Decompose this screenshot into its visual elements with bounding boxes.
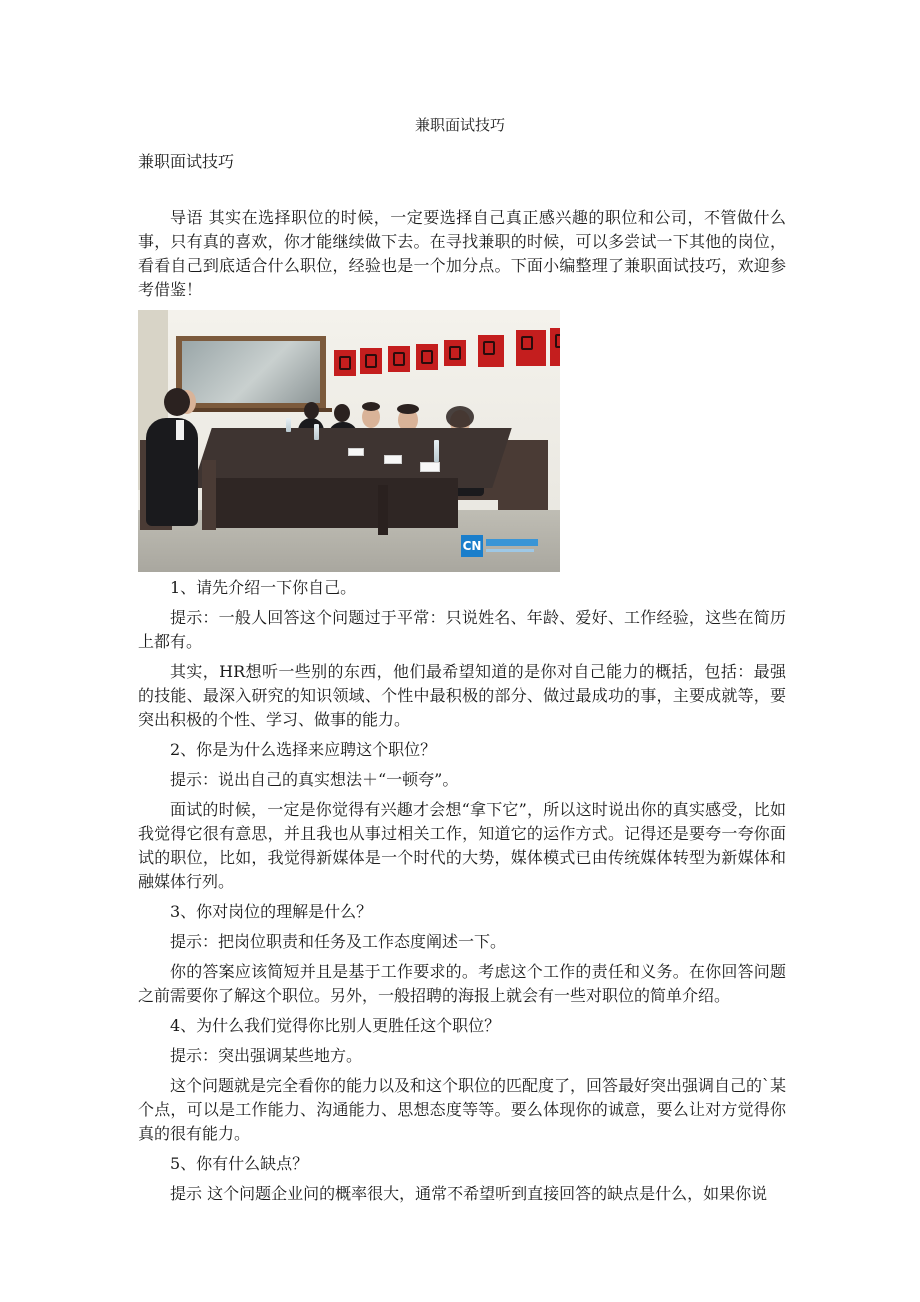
document-body — [138, 150, 786, 1206]
question-5-hint: 提示 这个问题企业问的概率很大，通常不希望听到直接回答的缺点是什么，如果你说 — [170, 1184, 768, 1203]
document-title: 兼职面试技巧 — [138, 152, 235, 171]
question-1: 1、请先介绍一下你自己。 — [170, 578, 357, 597]
document-header-title: 兼职面试技巧 — [414, 116, 505, 134]
question-4-hint: 提示：突出强调某些地方。 — [170, 1046, 363, 1065]
question-2-hint: 提示：说出自己的真实想法＋“一顿夸”。 — [170, 770, 459, 789]
question-3-body: 你的答案应该简短并且是基于工作要求的。考虑这个工作的责任和义务。在你回答问题之前需要你了解这个职位。另外，一般招聘的海报上就会有一些对职位的简单介绍。 — [138, 962, 786, 1005]
watermark-logo: CN — [461, 535, 541, 557]
question-5: 5、你有什么缺点？ — [170, 1154, 309, 1173]
question-1-hint: 提示：一般人回答这个问题过于平常：只说姓名、年龄、爱好、工作经验，这些在简历上都有。 — [138, 608, 786, 651]
question-4: 4、为什么我们觉得你比别人更胜任这个职位？ — [170, 1016, 501, 1035]
question-4-body: 这个问题就是完全看你的能力以及和这个职位的匹配度了，回答最好突出强调自己的`某个点，可以是工作能力、沟通能力、思想态度等等。要么体现你的诚意，要么让对方觉得你真的很有能力。 — [138, 1076, 787, 1143]
question-1-body: 其实，HR想听一些别的东西，他们最希望知道的是你对自己能力的概括，包括：最强的技能、最深入研究的知识领域、个性中最积极的部分、做过最成功的事，主要成就等，要突出积极的个性、学习、做事的能力。 — [138, 662, 786, 729]
question-3: 3、你对岗位的理解是什么？ — [170, 902, 373, 921]
interview-photo — [138, 310, 560, 572]
question-2: 2、你是为什么选择来应聘这个职位？ — [170, 740, 437, 759]
intro-paragraph: 导语 其实在选择职位的时候，一定要选择自己真正感兴趣的职位和公司，不管做什么事，只有真的喜欢，你才能继续做下去。在寻找兼职的时候，可以多尝试一下其他的岗位，看看自己到底适合什么职位，经验也是一个加分点。下面小编整理了兼职面试技巧，欢迎参考借鉴！ — [138, 208, 786, 299]
question-2-body: 面试的时候，一定是你觉得有兴趣才会想“拿下它”，所以这时说出你的真实感受，比如我觉得它很有意思，并且我也从事过相关工作，知道它的运作方式。记得还是要夸一夸你面试的职位，比如，我觉得新媒体是一个时代的大势，媒体模式已由传统媒体转型为新媒体和融媒体行列。 — [138, 800, 786, 891]
question-3-hint: 提示：把岗位职责和任务及工作态度阐述一下。 — [170, 932, 507, 951]
